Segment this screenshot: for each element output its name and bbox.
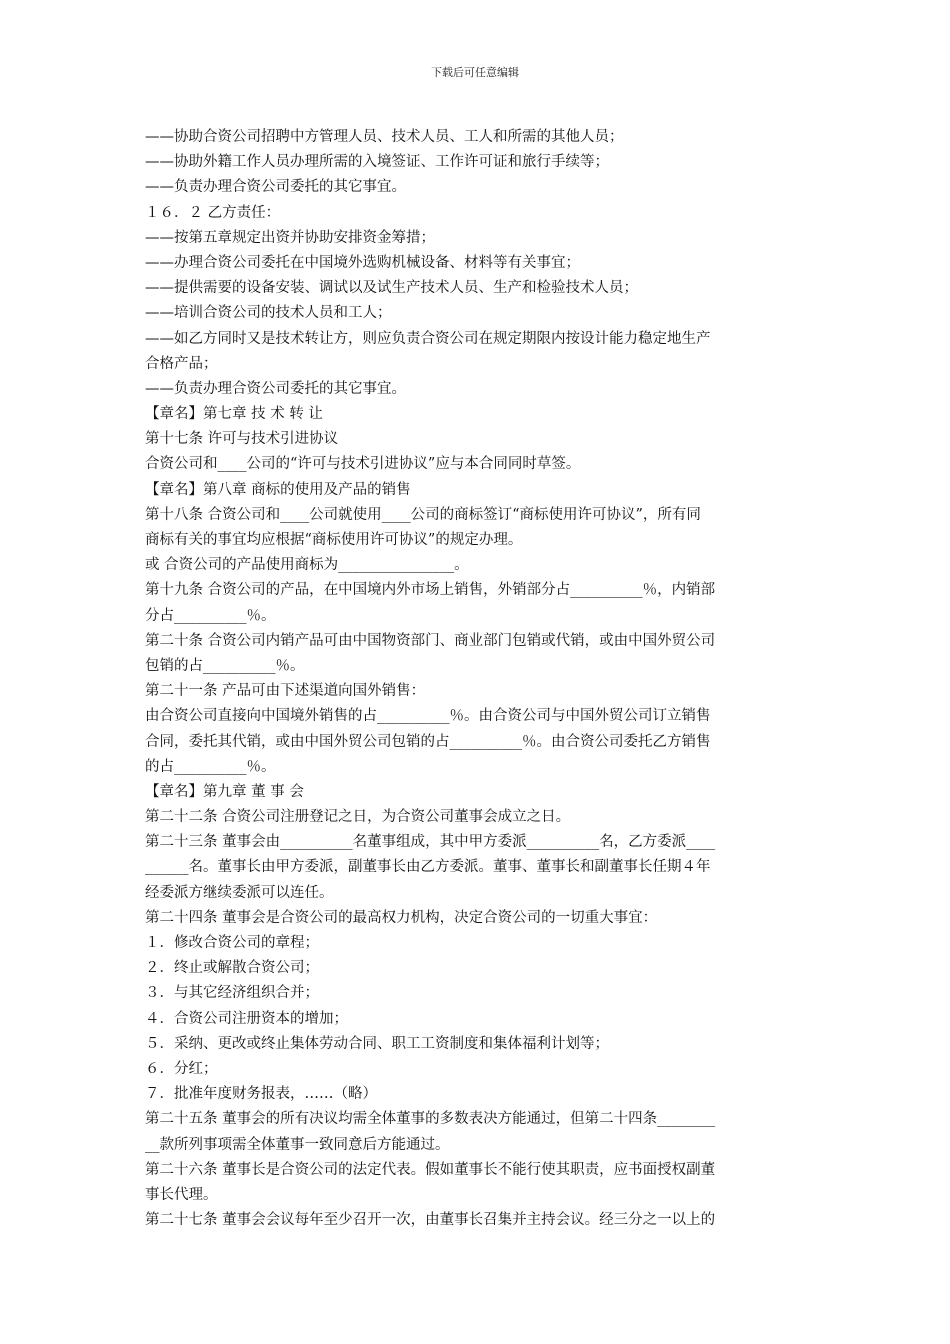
text-line: 的占__________％。 xyxy=(145,758,276,775)
text-line: 合资公司和____公司的“许可与技术引进协议”应与本合同同时草签。 xyxy=(145,456,581,473)
text-line: ——协助合资公司招聘中方管理人员、技术人员、工人和所需的其他人员； xyxy=(145,129,624,145)
text-line: ——负责办理合资公司委托的其它事宜。 xyxy=(145,179,406,196)
text-line: 分占__________％。 xyxy=(145,607,276,624)
text-line: __款所列事项需全体董事一致同意后方能通过。 xyxy=(145,1136,450,1153)
text-line: 第二十七条 董事会会议每年至少召开一次，由董事长召集并主持会议。经三分之一以上的 xyxy=(145,1212,716,1229)
text-line: 经委派方继续委派可以连任。 xyxy=(145,884,334,901)
text-line: 由合资公司直接向中国境外销售的占__________％。由合资公司与中国外贸公司订立销售 xyxy=(145,708,711,725)
text-line: 商标有关的事宜均应根据“商标使用许可协议”的规定办理。 xyxy=(145,532,523,548)
text-line: ——按第五章规定出资并协助安排资金筹措； xyxy=(145,229,435,246)
text-line: 事长代理。 xyxy=(145,1186,218,1203)
text-line: ——培训合资公司的技术人员和工人； xyxy=(145,305,392,322)
text-line: ２．终止或解散合资公司； xyxy=(145,960,319,977)
text-line: ４．合资公司注册资本的增加； xyxy=(145,1010,348,1027)
text-line: 第十七条 许可与技术引进协议 xyxy=(145,431,339,448)
text-line: ______名。董事长由甲方委派，副董事长由乙方委派。董事、董事长和副董事长任期４年 xyxy=(145,859,711,876)
page-header: 下载后可任意编辑 xyxy=(431,66,519,79)
text-line: 第二十五条 董事会的所有决议均需全体董事的多数表决方能通过，但第二十四条________ xyxy=(145,1111,716,1128)
text-line: ５．采纳、更改或终止集体劳动合同、职工工资制度和集体福利计划等； xyxy=(145,1035,609,1052)
text-line: 合同，委托其代销，或由中国外贸公司包销的占__________％。由合资公司委托乙方销售 xyxy=(145,733,711,750)
text-line: ——协助外籍工作人员办理所需的入境签证、工作许可证和旅行手续等； xyxy=(145,154,609,171)
document-body xyxy=(145,125,807,1233)
text-line: 第二十三条 董事会由__________名董事组成，其中甲方委派__________名，乙方委派____ xyxy=(145,834,716,851)
text-line: 【章名】第八章 商标的使用及产品的销售 xyxy=(145,481,411,498)
text-line: １６．２ 乙方责任： xyxy=(145,204,281,221)
text-line: ——提供需要的设备安装、调试以及试生产技术人员、生产和检验技术人员； xyxy=(145,280,638,297)
text-line: １．修改合资公司的章程； xyxy=(145,935,319,951)
text-line: 【章名】第七章 技 术 转 让 xyxy=(145,406,323,423)
text-line: ３．与其它经济组织合并； xyxy=(145,985,319,1002)
text-line: ——如乙方同时又是技术转让方，则应负责合资公司在规定期限内按设计能力稳定地生产 xyxy=(145,330,711,347)
text-line: 第十八条 合资公司和____公司就使用____公司的商标签订“商标使用许可协议”，所有同 xyxy=(145,506,701,523)
text-line: 第十九条 合资公司的产品，在中国境内外市场上销售，外销部分占__________％，内销部 xyxy=(145,582,716,599)
text-line: 第二十一条 产品可由下述渠道向国外销售： xyxy=(145,683,426,700)
text-line: ——负责办理合资公司委托的其它事宜。 xyxy=(145,380,406,397)
text-line: 【章名】第九章 董 事 会 xyxy=(145,783,304,800)
text-line: 第二十四条 董事会是合资公司的最高权力机构，决定合资公司的一切重大事宜： xyxy=(145,909,658,926)
text-line: 合格产品； xyxy=(145,355,218,372)
text-line: 第二十条 合资公司内销产品可由中国物资部门、商业部门包销或代销，或由中国外贸公司 xyxy=(145,632,716,649)
text-line: 第二十六条 董事长是合资公司的法定代表。假如董事长不能行使其职责，应书面授权副董 xyxy=(145,1161,716,1178)
text-line: 或 合资公司的产品使用商标为________________。 xyxy=(145,557,469,574)
text-line: ７．批准年度财务报表，……（略） xyxy=(145,1086,377,1103)
text-line: ——办理合资公司委托在中国境外选购机械设备、材料等有关事宜； xyxy=(145,254,580,271)
text-line: 包销的占__________％。 xyxy=(145,657,305,674)
text-line: 第二十二条 合资公司注册登记之日，为合资公司董事会成立之日。 xyxy=(145,809,571,826)
text-line: ６．分红； xyxy=(145,1060,218,1077)
